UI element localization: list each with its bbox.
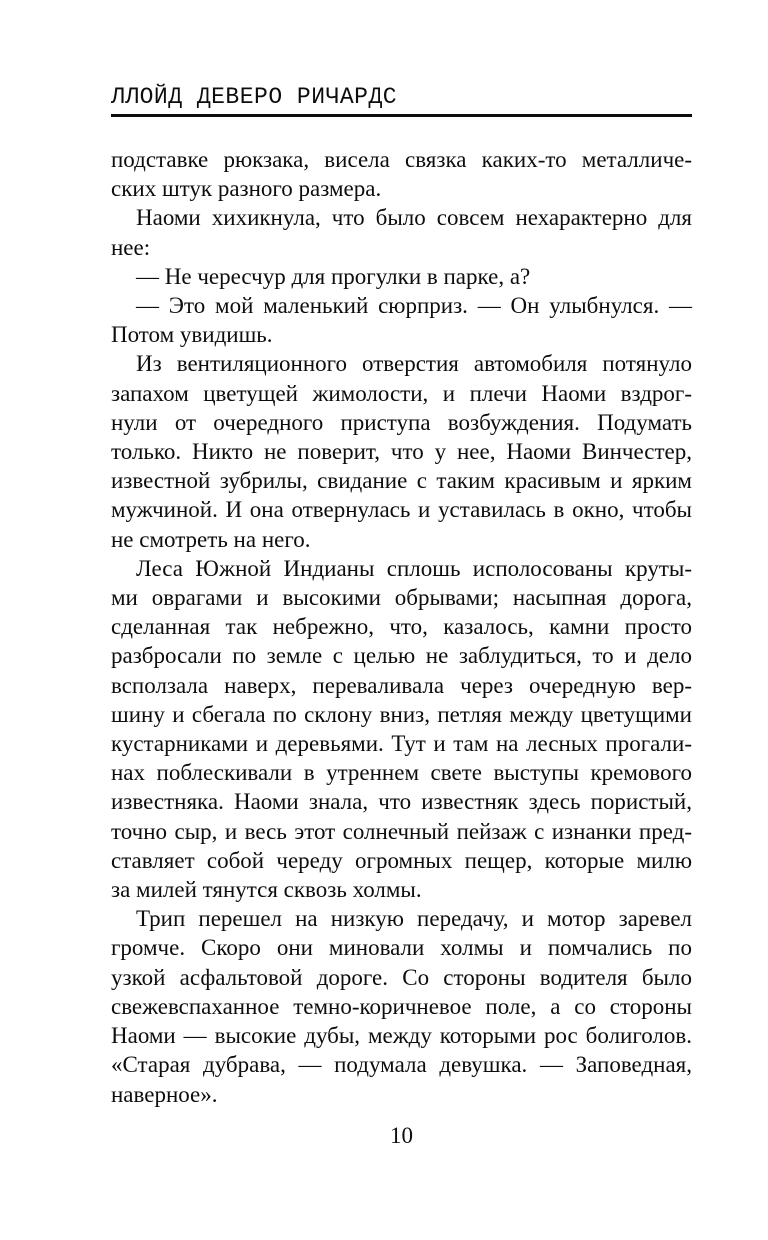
text-line: нее: [111, 234, 151, 260]
text-line: не смотреть на него. [111, 526, 311, 552]
text-line: ми оврагами и высокими обрывами; насыпная дорога, [111, 585, 692, 611]
text-line: свежевспаханное темно-коричневое поле, а со стороны [111, 993, 692, 1019]
text-line: подставке рюкзака, висела связка каких-то металличе- [111, 147, 692, 172]
text-line: ставляет собой череду огромных пещер, которые милю [111, 847, 692, 873]
text-line: известной зубрилы, свидание с таким красивым и ярким [111, 468, 692, 494]
text-line: мужчиной. И она отвернулась и уставилась в окно, чтобы [111, 497, 692, 523]
text-line: Наоми хихикнула, что было совсем нехарактерно для [136, 205, 692, 231]
text-line: сделанная так небрежно, что, казалось, камни просто [111, 614, 692, 640]
text-line: кустарниками и деревьями. Тут и там на лесных прогали- [111, 731, 692, 757]
text-line: Трип перешел на низкую передачу, и мотор заревел [136, 906, 692, 932]
text-line: разбросали по земле с целью не заблудиться, то и дело [111, 643, 692, 669]
text-line: за милей тянутся сквозь холмы. [111, 877, 422, 903]
text-line: точно сыр, и весь этот солнечный пейзаж с изнанки пред- [111, 818, 692, 844]
text-line: «Старая дубрава, — подумала девушка. — Заповедная, [111, 1052, 692, 1078]
text-line: Потом увидишь. [111, 322, 273, 348]
text-line: Из вентиляционного отверстия автомобиля потянуло [136, 351, 692, 377]
text-line: нах поблескивали в утреннем свете выступы кремового [111, 760, 692, 786]
text-line: только. Никто не поверит, что у нее, Наоми Винчестер, [111, 439, 692, 465]
text-line: — Не чересчур для прогулки в парке, а? [136, 263, 531, 289]
text-line: — Это мой маленький сюрприз. — Он улыбнулся. — [136, 293, 692, 319]
text-line: запахом цветущей жимолости, и плечи Наоми вздрог- [111, 380, 692, 406]
page-number: 10 [390, 1123, 413, 1148]
text-line: наверное». [111, 1081, 218, 1107]
text-line: узкой асфальтовой дороге. Со стороны водителя было [111, 964, 692, 990]
text-line: ских штук разного размера. [111, 176, 382, 202]
text-line: всползала наверх, переваливала через очередную вер- [111, 672, 692, 698]
header-rule [111, 114, 692, 117]
text-line: громче. Скоро они миновали холмы и помчались по [111, 935, 692, 961]
page-body [111, 145, 692, 1109]
text-line: нули от очередного приступа возбуждения. Подумать [111, 409, 692, 435]
text-line: шину и сбегала по склону вниз, петляя между цветущими [111, 701, 692, 727]
text-line: известняка. Наоми знала, что известняк здесь пористый, [111, 789, 692, 815]
running-header-author: ЛЛОЙД ДЕВЕРО РИЧАРДС [111, 84, 398, 110]
text-line: Наоми — высокие дубы, между которыми рос болиголов. [111, 1023, 692, 1049]
text-line: Леса Южной Индианы сплошь исполосованы круты- [136, 555, 692, 581]
